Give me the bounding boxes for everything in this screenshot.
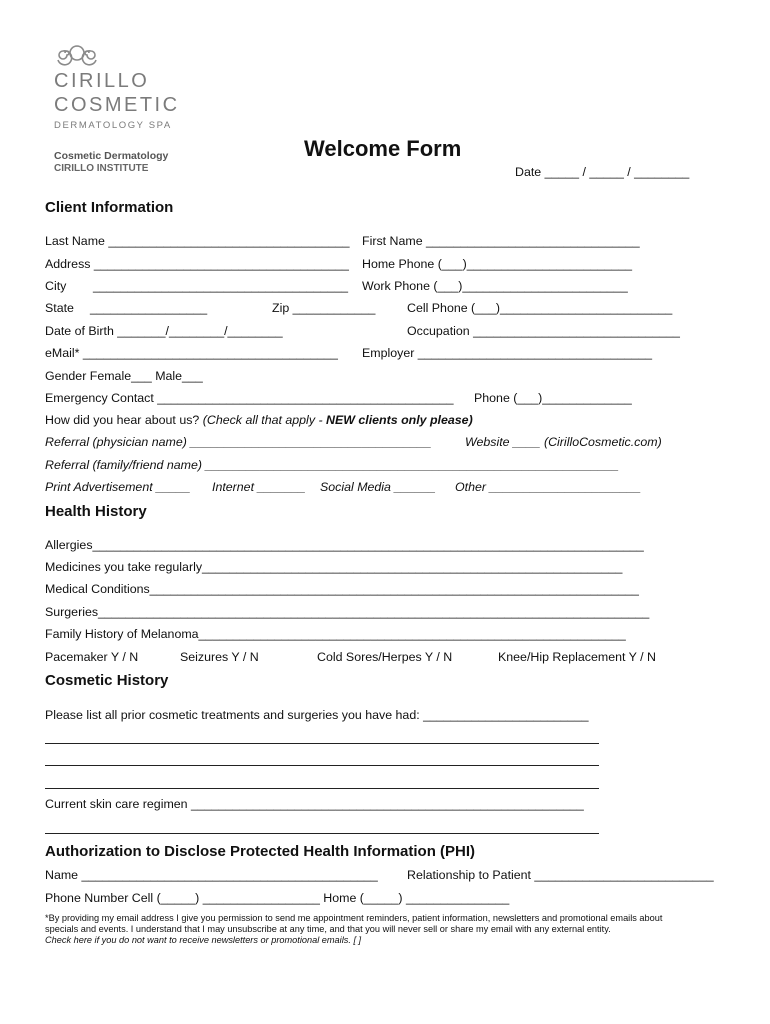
seizures-field[interactable]: Seizures Y / N bbox=[180, 650, 259, 664]
newsletter-optout-checkbox[interactable]: Check here if you do not want to receive newsletters or promotional emails. [ ] bbox=[45, 935, 362, 945]
cell-phone-field[interactable]: Cell Phone (___)_________________________ bbox=[407, 301, 673, 315]
referral-physician-field[interactable]: Referral (physician name) ___________________________________ bbox=[45, 435, 432, 449]
print-ad-field[interactable]: Print Advertisement _____ bbox=[45, 480, 191, 494]
gender-field[interactable]: Gender Female___ Male___ bbox=[45, 369, 203, 383]
internet-field[interactable]: Internet _______ bbox=[212, 480, 306, 494]
phi-relationship-field[interactable]: Relationship to Patient __________________________ bbox=[407, 868, 714, 882]
melanoma-field[interactable]: Family History of Melanoma______________________________________________________________ bbox=[45, 627, 626, 641]
employer-field[interactable]: Employer __________________________________ bbox=[362, 346, 653, 360]
skin-care-field[interactable]: Current skin care regimen _________________________________________________________ bbox=[45, 797, 584, 811]
health-history-heading: Health History bbox=[45, 503, 147, 520]
state-field[interactable]: _________________ bbox=[90, 301, 208, 315]
hear-about-bold: NEW clients only please) bbox=[326, 413, 473, 427]
logo-line-1: CIRILLO bbox=[54, 70, 150, 92]
knee-hip-field[interactable]: Knee/Hip Replacement Y / N bbox=[498, 650, 656, 664]
pacemaker-field[interactable]: Pacemaker Y / N bbox=[45, 650, 139, 664]
phi-name-field[interactable]: Name ___________________________________________ bbox=[45, 868, 378, 882]
email-disclaimer-line-2: specials and events. I understand that I may unsubscribe at any time, and that you will never sell or share my email with any external entity. bbox=[45, 924, 611, 934]
state-label: State bbox=[45, 301, 74, 315]
surgeries-field[interactable]: Surgeries________________________________________________________________________________ bbox=[45, 605, 650, 619]
prior-treatments-line-2[interactable] bbox=[45, 765, 599, 766]
first-name-field[interactable]: First Name _______________________________ bbox=[362, 234, 640, 248]
logo-tagline-1: Cosmetic Dermatology bbox=[54, 150, 169, 162]
allergies-field[interactable]: Allergies________________________________________________________________________________ bbox=[45, 538, 644, 552]
referral-family-field[interactable]: Referral (family/friend name) ____________________________________________________________ bbox=[45, 458, 619, 472]
hear-about-italic: (Check all that apply - bbox=[202, 413, 327, 427]
phi-phone-field[interactable]: Phone Number Cell (_____) _________________ Home (_____) _______________ bbox=[45, 891, 510, 905]
logo-line-3: DERMATOLOGY SPA bbox=[54, 120, 172, 131]
prior-treatments-line-1[interactable] bbox=[45, 743, 599, 744]
city-field[interactable]: _____________________________________ bbox=[93, 279, 348, 293]
cold-sores-field[interactable]: Cold Sores/Herpes Y / N bbox=[317, 650, 453, 664]
address-field[interactable]: Address _____________________________________ bbox=[45, 257, 349, 271]
prior-treatments-field[interactable]: Please list all prior cosmetic treatments and surgeries you have had: ________________________ bbox=[45, 708, 589, 722]
last-name-field[interactable]: Last Name ___________________________________ bbox=[45, 234, 350, 248]
phi-heading: Authorization to Disclose Protected Health Information (PHI) bbox=[45, 843, 476, 860]
cosmetic-history-heading: Cosmetic History bbox=[45, 672, 169, 689]
other-field[interactable]: Other ______________________ bbox=[455, 480, 642, 494]
medical-conditions-field[interactable]: Medical Conditions_______________________________________________________________________ bbox=[45, 582, 639, 596]
dob-field[interactable]: Date of Birth _______/________/________ bbox=[45, 324, 283, 338]
occupation-field[interactable]: Occupation ______________________________ bbox=[407, 324, 680, 338]
prior-treatments-line-3[interactable] bbox=[45, 788, 599, 789]
email-disclaimer-line-1: *By providing my email address I give you permission to send me appointment reminders, patient information, newsletters and promotional emails about bbox=[45, 913, 663, 923]
medicines-field[interactable]: Medicines you take regularly_____________________________________________________________ bbox=[45, 560, 623, 574]
form-title: Welcome Form bbox=[304, 136, 462, 161]
website-field[interactable]: Website ____ (CirilloCosmetic.com) bbox=[465, 435, 662, 449]
logo-tagline-2: CIRILLO INSTITUTE bbox=[54, 163, 149, 174]
emergency-phone-field[interactable]: Phone (___)_____________ bbox=[474, 391, 632, 405]
email-field[interactable]: eMail* _____________________________________ bbox=[45, 346, 338, 360]
date-field[interactable]: Date _____ / _____ / ________ bbox=[515, 165, 690, 179]
hear-about-prefix: How did you hear about us? bbox=[45, 413, 203, 427]
social-media-field[interactable]: Social Media ______ bbox=[320, 480, 436, 494]
skin-care-line-2[interactable] bbox=[45, 833, 599, 834]
work-phone-field[interactable]: Work Phone (___)________________________ bbox=[362, 279, 628, 293]
city-label: City bbox=[45, 279, 67, 293]
client-info-heading: Client Information bbox=[45, 199, 174, 216]
zip-field[interactable]: Zip ____________ bbox=[272, 301, 376, 315]
spiral-logo-icon bbox=[53, 40, 101, 66]
emergency-contact-field[interactable]: Emergency Contact ___________________________________________ bbox=[45, 391, 454, 405]
logo-line-2: COSMETIC bbox=[54, 94, 180, 116]
home-phone-field[interactable]: Home Phone (___)________________________ bbox=[362, 257, 633, 271]
hear-about-us bbox=[45, 413, 473, 428]
